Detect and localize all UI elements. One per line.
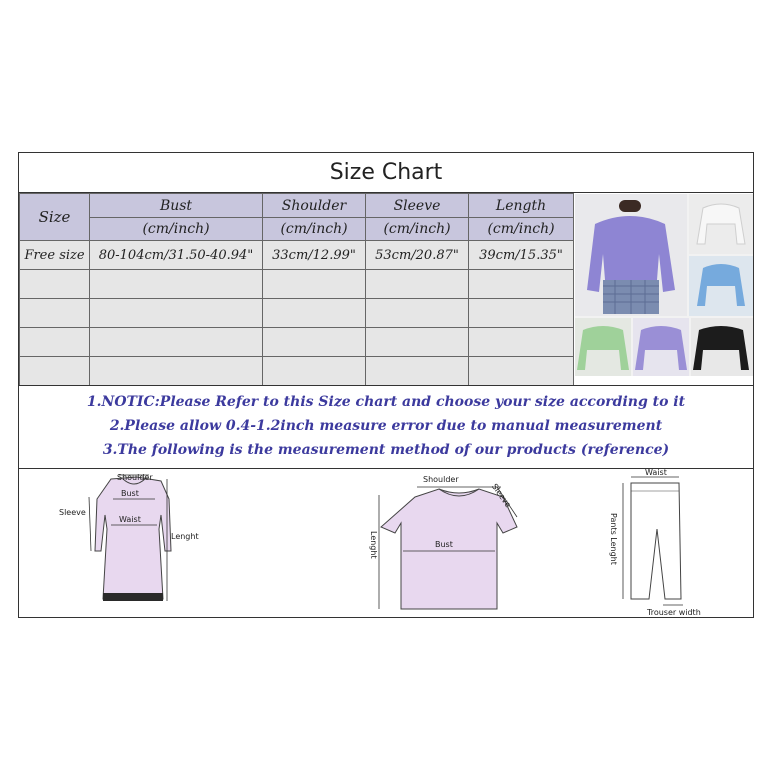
cell-bust: 80-104cm/31.50-40.94" [90,241,263,270]
size-chart [18,152,754,618]
note-3: 3.The following is the measurement method of our products (reference) [102,442,670,458]
cell-shoulder: 33cm/12.99" [263,241,366,270]
col-header-length: Length [469,194,574,218]
chart-title: Size Chart [19,153,753,193]
notes-section [19,385,753,469]
size-header: Size [20,194,90,241]
dress-shoulder-label: Shoulder [117,473,153,482]
table-row [20,328,574,357]
col-unit-sleeve: (cm/inch) [366,218,469,241]
dress-sleeve-label: Sleeve [59,508,86,517]
pants-length-label: Pants Lenght [609,513,618,565]
col-header-shoulder: Shoulder [263,194,366,218]
tshirt-sleeve-label: Sleeve [489,482,513,510]
dress-waist-label: Waist [119,515,141,524]
dress-length-label: Lenght [171,532,199,541]
measurement-diagrams [19,469,753,617]
col-unit-bust: (cm/inch) [90,218,263,241]
size-table [19,193,574,386]
dress-bust-label: Bust [121,489,139,498]
product-photo-collage [575,194,753,376]
tshirt-length-label: Lenght [369,531,378,559]
dress-diagram [59,473,199,601]
pants-trouser-width-label: Trouser width [647,608,701,617]
col-header-sleeve: Sleeve [366,194,469,218]
table-row [20,241,574,270]
tshirt-shoulder-label: Shoulder [423,475,459,484]
table-row [20,299,574,328]
table-row [20,357,574,386]
measurement-diagram-svg [19,469,753,617]
cell-length: 39cm/15.35" [469,241,574,270]
tshirt-diagram [369,475,517,609]
table-row [20,270,574,299]
cell-size: Free size [20,241,90,270]
cell-sleeve: 53cm/20.87" [366,241,469,270]
pants-diagram [609,469,701,617]
col-header-bust: Bust [90,194,263,218]
note-2: 2.Please allow 0.4-1.2inch measure error due to manual measurement [109,418,663,434]
note-1: 1.NOTIC:Please Refer to this Size chart and choose your size according to it [86,394,686,410]
pants-waist-label: Waist [645,469,667,477]
tshirt-bust-label: Bust [435,540,453,549]
col-unit-length: (cm/inch) [469,218,574,241]
product-photos [575,194,753,376]
col-unit-shoulder: (cm/inch) [263,218,366,241]
